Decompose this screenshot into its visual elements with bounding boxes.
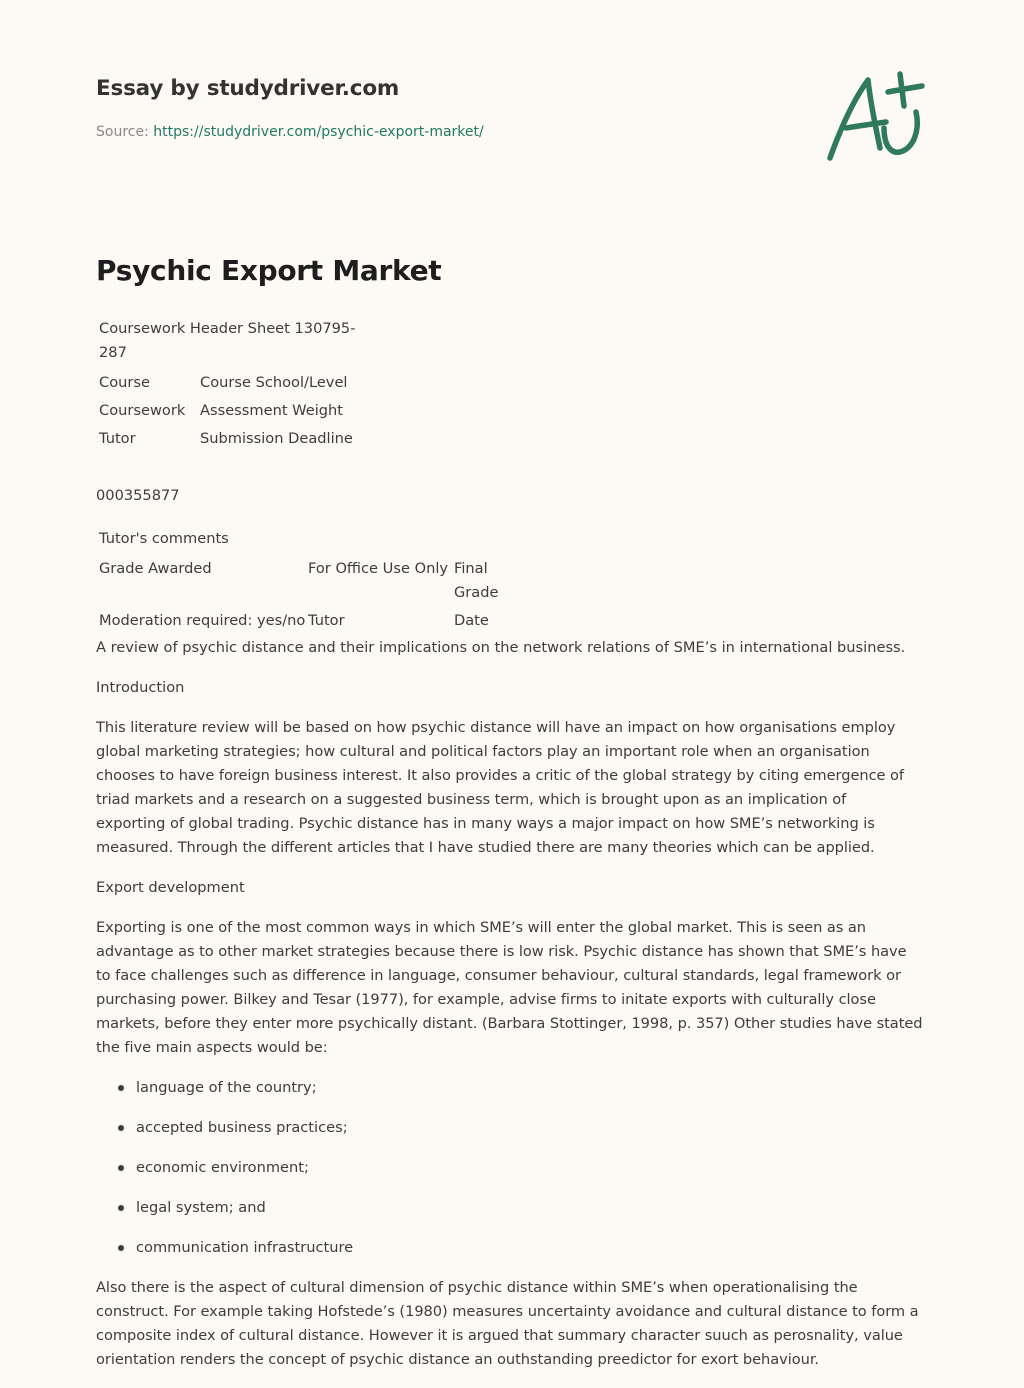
paragraph-line: orientation renders the concept of psychic distance an outhstanding preedictor for exort behaviour. [96, 1351, 820, 1368]
moderation-label: Moderation required: yes/no [99, 612, 306, 629]
list-item-text: legal system; and [136, 1199, 266, 1216]
coversheet-value-tutor: Submission Deadline [200, 430, 353, 447]
list-item-text: communication infrastructure [136, 1239, 354, 1256]
page-title: Psychic Export Market [96, 254, 442, 287]
coversheet-heading: Coursework Header Sheet 130795- [99, 320, 356, 337]
paragraph-line: Also there is the aspect of cultural dimension of psychic distance within SME’s when operationalising the [96, 1279, 858, 1296]
list-item [96, 1236, 353, 1276]
grade-awarded-label: Grade Awarded [99, 560, 212, 577]
list-item [96, 1196, 353, 1236]
list-item [96, 1076, 353, 1116]
paragraph-line: advantage as to other market strategies because there is low risk. Psychic distance has shown that SME’s have [96, 943, 907, 960]
list-item-text: language of the country; [136, 1079, 317, 1096]
paragraph-line: construct. For example taking Hofstede’s (1980) measures uncertainty avoidance and cultural distance to form a [96, 1303, 919, 1320]
essay-subtitle: A review of psychic distance and their implications on the network relations of SME’s in international business. [96, 639, 906, 656]
paragraph-line: triad markets and a research on a suggested business term, which is brought upon as an implication of [96, 791, 847, 808]
site-brand: Essay by studydriver.com [96, 76, 400, 101]
coversheet-label-course: Course [99, 374, 150, 391]
tutor-comments-label: Tutor's comments [99, 530, 229, 547]
paragraph-line: exporting of global trading. Psychic distance has in many ways a major impact on how SME’s networking is [96, 815, 875, 832]
paragraph-line: This literature review will be based on how psychic distance will have an impact on how organisations employ [96, 719, 896, 736]
paragraph-line: purchasing power. Bilkey and Tesar (1977), for example, advise firms to initate exports with culturally close [96, 991, 876, 1008]
tutor-label: Tutor [308, 612, 345, 629]
introduction-paragraph [96, 716, 928, 860]
bullet-icon [118, 1085, 124, 1091]
paragraph-line: to face challenges such as difference in language, consumer behaviour, cultural standards, legal framework or [96, 967, 901, 984]
date-label: Date [454, 612, 489, 629]
paragraph-line: composite index of cultural distance. However it is argued that summary character suuch as perosnality, value [96, 1327, 903, 1344]
list-item-text: accepted business practices; [136, 1119, 348, 1136]
paragraph-line: the five main aspects would be: [96, 1039, 328, 1056]
source-link[interactable]: https://studydriver.com/psychic-export-market/ [153, 124, 484, 140]
student-id: 000355877 [96, 487, 180, 504]
source-label: Source: [96, 124, 154, 140]
bullet-icon [118, 1165, 124, 1171]
paragraph-line: measured. Through the different articles that I have studied there are many theories which can be applied. [96, 839, 875, 856]
coversheet-value-coursework: Assessment Weight [200, 402, 344, 419]
aspects-list [96, 1076, 353, 1276]
paragraph-line: markets, before they enter more psychically distant. (Barbara Stottinger, 1998, p. 357) Other studies have stated [96, 1015, 923, 1032]
coversheet-value-course: Course School/Level [200, 374, 348, 391]
bullet-icon [118, 1205, 124, 1211]
bullet-icon [118, 1125, 124, 1131]
source-line [96, 124, 484, 140]
coversheet-label-tutor: Tutor [99, 430, 136, 447]
export-paragraph [96, 916, 928, 1060]
export-heading: Export development [96, 879, 245, 896]
list-item-text: economic environment; [136, 1159, 309, 1176]
office-use-label: For Office Use Only [308, 560, 449, 577]
final-grade-label: Final [454, 560, 488, 577]
cultural-dimension-paragraph [96, 1276, 928, 1372]
introduction-heading: Introduction [96, 679, 185, 696]
paragraph-line: Exporting is one of the most common ways in which SME’s will enter the global market. This is seen as an [96, 919, 866, 936]
coversheet-heading-cont: 287 [99, 344, 127, 361]
list-item [96, 1156, 353, 1196]
paragraph-line: chooses to have foreign business interest. It also provides a critic of the global strategy by citing emergence of [96, 767, 905, 784]
paragraph-line: global marketing strategies; how cultural and political factors play an important role when an organisation [96, 743, 870, 760]
final-grade-label-cont: Grade [454, 584, 499, 601]
bullet-icon [118, 1245, 124, 1251]
coversheet-label-coursework: Coursework [99, 402, 186, 419]
a-plus-grade-icon [824, 68, 928, 164]
list-item [96, 1116, 353, 1156]
